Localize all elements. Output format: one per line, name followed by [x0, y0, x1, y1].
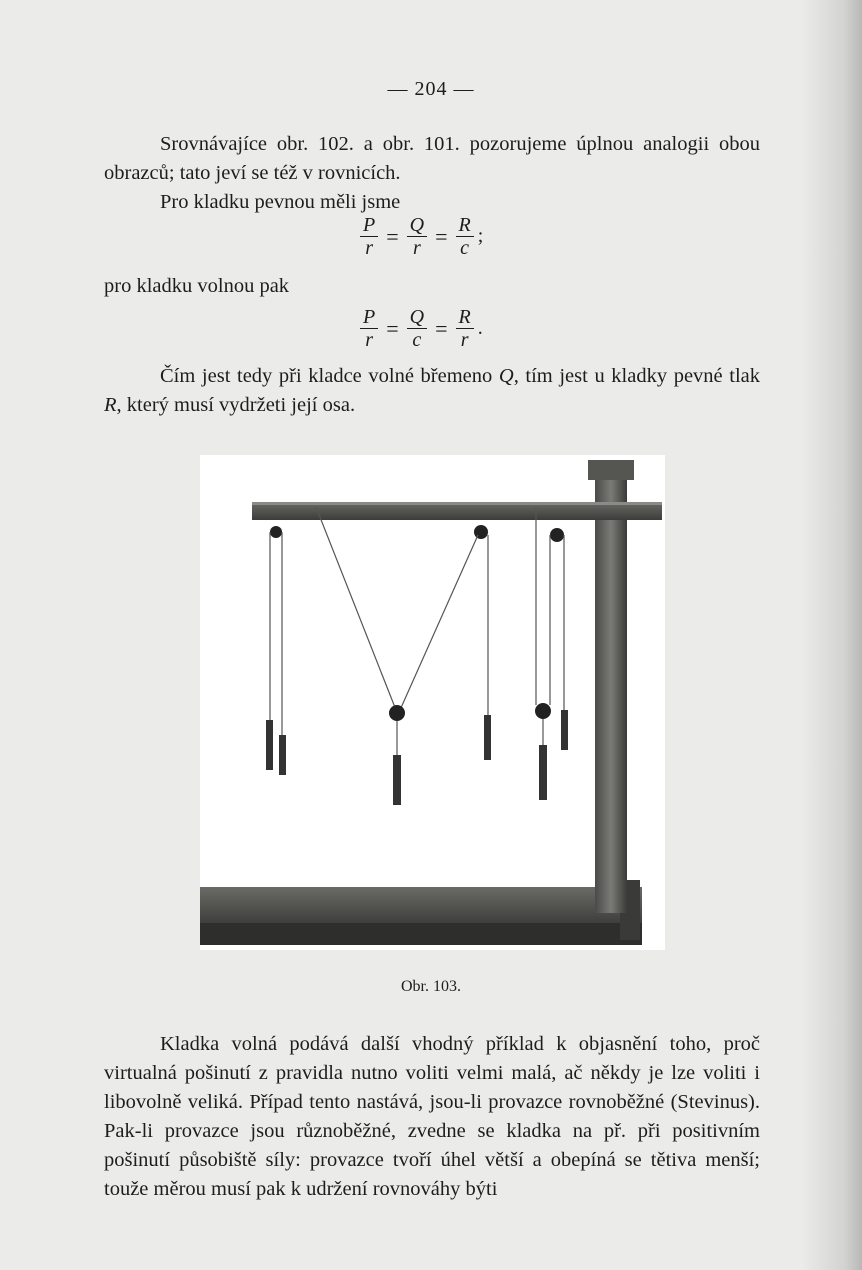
page-edge-shadow	[802, 0, 862, 1270]
intro-lead: Pro kladku pevnou měli jsme	[160, 191, 401, 213]
fraction-r-c: $\frac{R}{c}$	[456, 214, 474, 259]
fraction-r-r: $\frac{R}{r}$	[456, 306, 474, 351]
figure-caption: Obr. 103.	[401, 978, 461, 995]
main-paragraph	[104, 1030, 760, 1204]
formula-fixed-pulley: $\frac{P}{r}$ = $\frac{Q}{r}$ = $\frac{R}{c}$ ;	[360, 214, 483, 259]
main-paragraph-text: Kladka volná podává další vhodný příklad k objasnění toho, proč virtualná pošinutí z pravidla nutno voliti velmi malá, ač někdy je lze voliti i libovolně veliká. Případ tento nastává, jsou-li provazce rovnoběžné (Stevinus). Pak-li provazce jsou různoběžné, zvedne se kladka na př. při positivním pošinutí působiště síly: provazce tvoří úhel větší a obepíná se tětiva menší; touže měrou musí pak k udržení rovnováhy býti	[104, 1033, 760, 1200]
fraction-p-r: $\frac{P}{r}$	[360, 306, 378, 351]
fraction-p-r: $\frac{P}{r}$	[360, 214, 378, 259]
formula-free-pulley: $\frac{P}{r}$ = $\frac{Q}{c}$ = $\frac{R}{r}$ .	[360, 306, 483, 351]
intro-paragraph	[104, 130, 760, 217]
fraction-q-c: $\frac{Q}{c}$	[407, 306, 427, 351]
comparison-paragraph: Čím jest tedy při kladce volné břemeno Q, tím jest u kladky pevné tlak R, který musí vydržeti její osa.	[104, 365, 760, 416]
pulley-apparatus-figure	[200, 455, 665, 950]
page-number: — 204 —	[387, 78, 475, 100]
formula-label: pro kladku volnou pak	[104, 275, 290, 297]
fraction-q-r: $\frac{Q}{r}$	[407, 214, 427, 259]
intro-line: Srovnávajíce obr. 102. a obr. 101. pozorujeme úplnou analogii obou obrazců; tato jeví se též v rovnicích.	[104, 133, 760, 184]
pulley-apparatus-illustration	[200, 455, 665, 950]
